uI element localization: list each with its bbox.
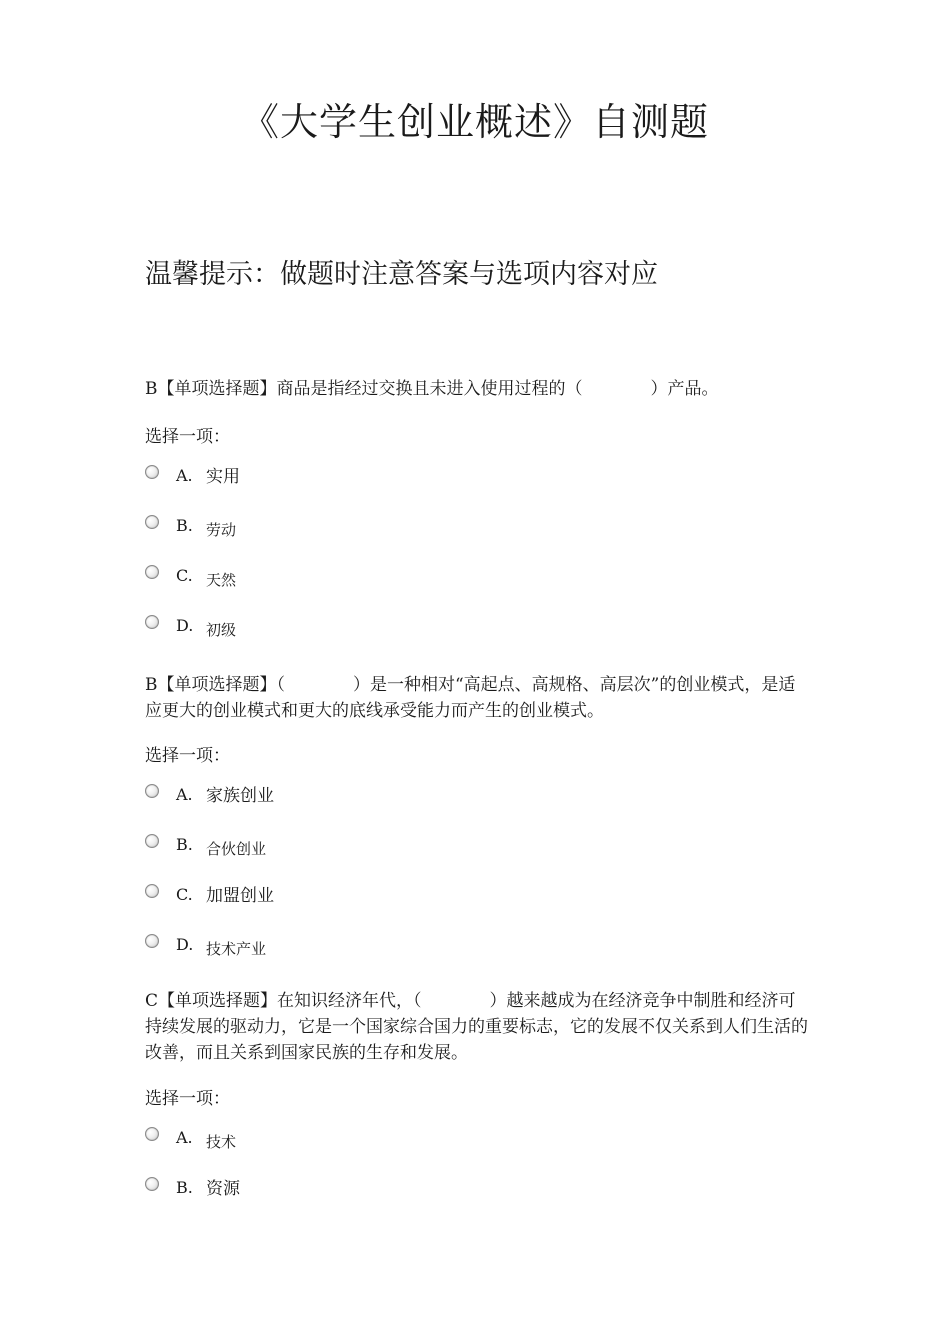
tip-text: 温馨提示：做题时注意答案与选项内容对应 <box>145 259 658 290</box>
radio-button[interactable] <box>145 515 159 529</box>
option-label: 加盟创业 <box>206 886 274 906</box>
option-label: 家族创业 <box>206 786 274 806</box>
option-label: 技术产业 <box>206 940 267 958</box>
option-letter: D. <box>176 935 194 954</box>
question-2-prompt: 选择一项： <box>145 746 230 766</box>
option-letter: B. <box>176 516 193 535</box>
option-label: 技术 <box>206 1133 237 1151</box>
option-letter: B. <box>176 1178 193 1197</box>
option-letter: B. <box>176 835 193 854</box>
question-2-option-a[interactable] <box>145 783 274 809</box>
question-3-text: C【单项选择题】在知识经济年代，（ ）越来越成为在经济竞争中制胜和经济可持续发展的驱动力，它是一个国家综合国力的重要标志，它的发展不仅关系到人们生活的改善，而且关系到国家民族的生存和发展。 <box>145 991 808 1063</box>
option-label: 合伙创业 <box>206 840 267 858</box>
option-letter: D. <box>176 616 194 635</box>
option-label: 资源 <box>206 1179 240 1199</box>
question-1-option-c[interactable] <box>145 564 237 590</box>
radio-button[interactable] <box>145 465 159 479</box>
option-label: 天然 <box>206 571 237 589</box>
option-letter: A. <box>176 785 193 804</box>
option-label: 初级 <box>206 621 237 639</box>
question-2-text: B【单项选择题】（ ）是一种相对“高起点、高规格、高层次”的创业模式，是适应更大的创业模式和更大的底线承受能力而产生的创业模式。 <box>145 675 796 721</box>
question-3-option-a[interactable] <box>145 1126 237 1152</box>
question-2-option-d[interactable] <box>145 933 267 959</box>
option-label: 劳动 <box>206 521 237 539</box>
radio-button[interactable] <box>145 1177 159 1191</box>
question-1-text: B【单项选择题】商品是指经过交换且未进入使用过程的（ ）产品。 <box>145 379 719 399</box>
question-1-option-b[interactable] <box>145 514 237 540</box>
option-label: 实用 <box>206 467 240 487</box>
radio-button[interactable] <box>145 834 159 848</box>
radio-button[interactable] <box>145 615 159 629</box>
option-letter: C. <box>176 566 193 585</box>
question-1-prompt: 选择一项： <box>145 427 230 447</box>
question-1-option-d[interactable] <box>145 614 237 640</box>
question-3-prompt: 选择一项： <box>145 1089 230 1109</box>
option-letter: C. <box>176 885 193 904</box>
option-letter: A. <box>176 466 193 485</box>
option-letter: A. <box>176 1128 193 1147</box>
radio-button[interactable] <box>145 784 159 798</box>
question-2-option-c[interactable] <box>145 883 274 909</box>
document-title: 《大学生创业概述》自测题 <box>240 100 709 144</box>
question-1-option-a[interactable] <box>145 464 240 490</box>
radio-button[interactable] <box>145 934 159 948</box>
radio-button[interactable] <box>145 565 159 579</box>
question-2-option-b[interactable] <box>145 833 267 859</box>
radio-button[interactable] <box>145 884 159 898</box>
question-3-option-b[interactable] <box>145 1176 240 1202</box>
radio-button[interactable] <box>145 1127 159 1141</box>
